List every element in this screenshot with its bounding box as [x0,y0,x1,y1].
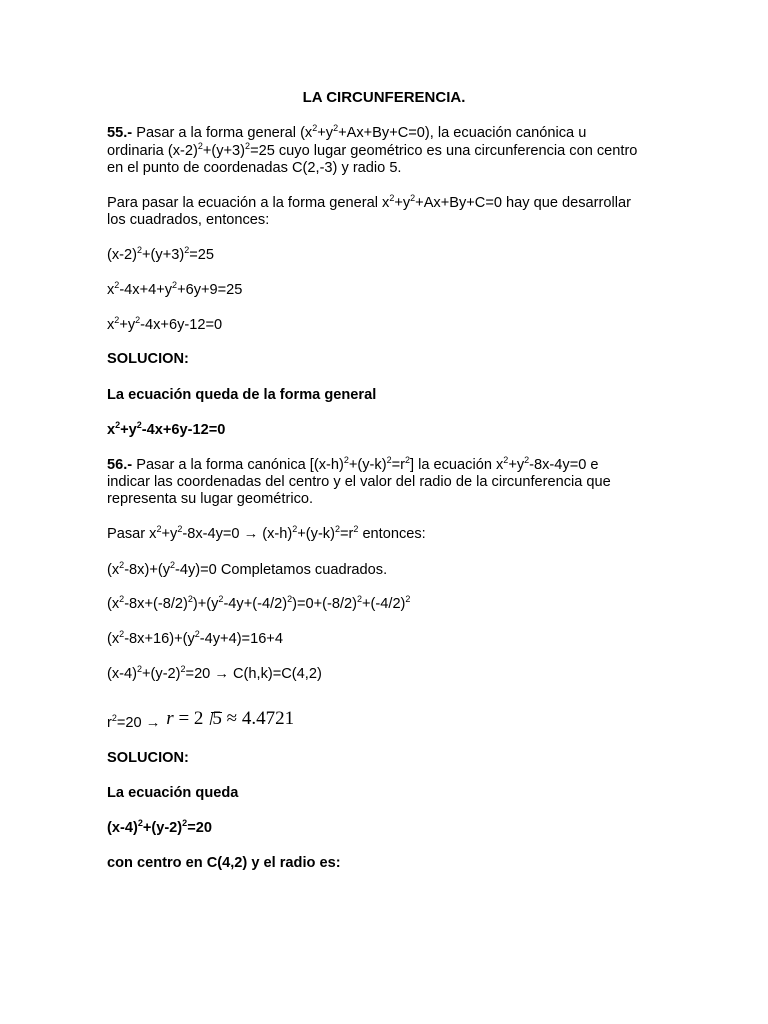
equation-line: $(x^2-8x)+(y^2-4y)=0$ Completamos cuadrados. [107,560,388,578]
solution-text: con centro en C(4,2) y el radio es: [107,855,341,871]
arrow-icon: → [145,715,161,731]
statement-line: en el punto de coordenadas C(2,-3) y radio 5. [107,160,402,176]
solution-equation: $(x-4)^2+(y-2)^2=20$ [107,818,212,836]
equation-line: $r^2=20 \to r = 2$ 5 ≈ 4.4721 [107,708,295,731]
statement-line: 55.- Pasar a la forma general $(x^2+y^2+Ax+By+C=0)$, la ecuación canónica u [107,123,587,141]
equation-line: $(x-4)^2+(y-2)^2=20 \to C(h,k)=C(4,2)$ [107,664,322,682]
page-title: LA CIRCUNFERENCIA. [302,89,466,106]
statement-line: indicar las coordenadas del centro y el valor del radio de la circunferencia que [107,474,611,490]
problem-number: 56.- [107,457,133,473]
arrow-icon: → [243,526,259,542]
paragraph-line: Para pasar la ecuación a la forma general $x^2+y^2+Ax+By+C=0$ hay que desarrollar [107,193,631,211]
problem-number: 55.- [107,125,133,141]
solution-equation: $x^2+y^2-4x+6y-12=0$ [107,420,226,438]
solution-heading: SOLUCION: [107,351,189,367]
statement-line: representa su lugar geométrico. [107,491,314,507]
equation-line: Pasar $x^2+y^2-8x-4y=0 \to (x-h)^2+(y-k)^2=r^2$ entonces: [107,524,426,542]
equation-line: $x^2+y^2-4x+6y-12=0$ [107,315,223,333]
paragraph-line: los cuadrados, entonces: [107,212,270,228]
equation-line: $(x^2-8x+16)+(y^2-4y+4)=16+4$ [107,629,283,647]
equation-line: $(x-2)^2+(y+3)^2=25$ [107,245,214,263]
radius-formula: r = 2 5 ≈ 4.4721 [166,708,295,729]
arrow-icon: → [214,666,229,682]
statement-line: 56.- Pasar a la forma canónica $[(x-h)^2+(y-k)^2=r^2]$ la ecuación $x^2+y^2-8x-4y=0$ e [107,455,599,473]
solution-heading: SOLUCION: [107,750,189,766]
equation-line: $(x^2-8x+(-8/2)^2)+(y^2-4y+(-4/2)^2)=0+(-8/2)^2+(-4/2)^2$ [107,594,411,612]
statement-line: ordinaria $(x-2)^2+(y+3)^2=25$ cuyo lugar geométrico es una circunferencia con centro [107,141,638,159]
sqrt-symbol: 5 [203,710,222,727]
solution-text: La ecuación queda [107,785,239,801]
solution-text: La ecuación queda de la forma general [107,387,377,403]
equation-line: $x^2-4x+4+y^2+6y+9=25$ [107,280,243,298]
